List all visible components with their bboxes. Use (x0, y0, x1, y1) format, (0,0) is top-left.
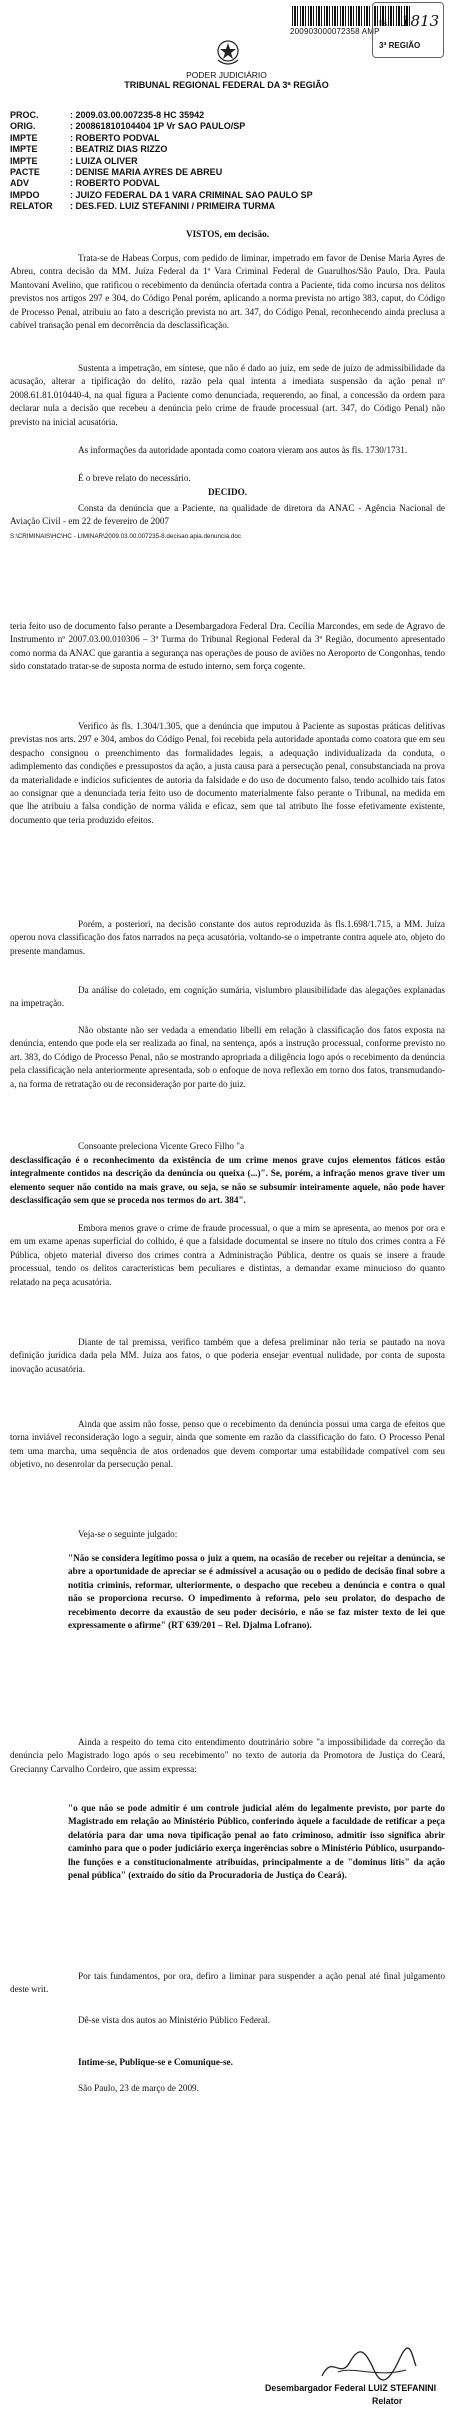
paragraph: Da análise do coletado, em cognição sumária, vislumbro plausibilidade das alegações explanadas na impetração. (10, 985, 445, 1009)
header-judiciary: PODER JUDICIÁRIO (186, 70, 267, 80)
quote-doctrine: "o que não se pode admitir é um controle judicial além do legalmente previsto, por parte do Magistrado em relação ao Ministério Público, conferindo àquele a faculdade de retificar a peça delatória para dar uma nova tipificação penal ao fato criminoso, admitir isso significa abrir caminho para que o poder judiciário exerça ingerências sobre o Ministério Público, usurpando-lhe funções e a constitucionalmente atribuídas, principalmente a de "dominus litis" da ação penal pública" (extraído do sítio da Procuradoria de Justiça do Ceará). (68, 1803, 445, 1881)
paragraph: Sustenta a impetração, em síntese, que não é dado ao juiz, em sede de juízo de admissibilidade da acusação, alterar a tipificação do delito, razão pela qual intenta a imediata suspensão da ação penal nº 2008.61.81.010440-4, na qual figura a Paciente como denunciada, requerendo, ao final, a concessão da ordem para declarar nula a decisão que recebeu a denúncia pelo crime de fraude processual (art. 347, do Código Penal) não previsto na inicial acusatória. (10, 363, 445, 427)
paragraph: Por tais fundamentos, por ora, defiro a liminar para suspender a ação penal até final julgamento deste writ. (10, 1971, 445, 1995)
meta-row: ORIG. : 200861810104404 1P Vr SAO PAULO/SP (10, 121, 246, 132)
paragraph: É o breve relato do necessário. (78, 473, 191, 483)
decision-title: VISTOS, em decisão. (185, 229, 270, 239)
quote-jurisprudence: "Não se considera legítimo possa o juiz a quem, na ocasião de receber ou rejeitar a denúncia, se abre a oportunidade de apreciar se é admissível a acusação ou o pedido de decisão final sobre a notitia criminis, reformar, ulteriormente, o despacho que recebeu a denúncia e contra o qual não se proporciona recurso. O impedimento à reforma, pelo seu prolator, do despacho de recebimento decorre da exaustão de seu poder decisório, e não se faz mister texto de lei que expressamente o afirme" (RT 639/201 – Rel. Djalma Lofrano). (68, 1553, 445, 1631)
paragraph: Consoante preleciona Vicente Greco Filho "a (78, 1141, 245, 1151)
signatory-name: Desembargador Federal LUIZ STEFANINI (265, 2383, 437, 2393)
meta-row: IMPDO : JUIZO FEDERAL DA 1 VARA CRIMINAL SAO PAULO SP (10, 189, 313, 200)
closing-instruction: Intime-se, Publique-se e Comunique-se. (78, 2057, 233, 2067)
paragraph: As informações da autoridade apontada como coatora vieram aos autos às fls. 1730/1731. (78, 445, 408, 455)
case-metadata (10, 110, 450, 213)
region-label: 3ª REGIÃO (379, 41, 421, 50)
meta-row: RELATOR : DES.FED. LUIZ STEFANINI / PRIMEIRA TURMA (10, 201, 276, 212)
meta-row: IMPTE : BEATRIZ DIAS RIZZO (10, 144, 168, 155)
header-court: TRIBUNAL REGIONAL FEDERAL DA 3ª REGIÃO (124, 80, 329, 90)
paragraph: Consta da denúncia que a Paciente, na qualidade de diretora da ANAC - Agência Nacional de Aviação Civil - em 22 de fevereiro de 2007 (10, 503, 445, 527)
paragraph: Ainda que assim não fosse, penso que o recebimento da denúncia possui uma carga de efeitos que torna inviável reconsideração logo a seguir, ainda que somente em razão da classificação do fato. O Processo Penal tem uma marcha, uma sequência de atos ordenados que devem comportar uma estabilidade compatível com seu objetivo, no desenrolar da persecução penal. (10, 1419, 445, 1470)
paragraph: Ainda a respeito do tema cito entendimento doutrinário sobre "a impossibilidade da correção da denúncia pelo Magistrado logo após o seu recebimento" no texto de autoria da Promotora de Justiça do Ceará, Grecianny Carvalho Cordeiro, que assim expressa: (10, 1737, 445, 1774)
handwritten-signature (318, 2346, 418, 2384)
quote-greco-filho: desclassificação é o reconhecimento da existência de um crime menos grave cujos elementos fáticos estão integralmente contidos na descrição da denúncia ou queixa (...)". Se, porém, a infração menos grave tiver um elemento sequer não contido na mais grave, ou seja, se não se subsumir inteiramente aquele, não pode haver desclassificação sem que se proceda nos termos do art. 384". (10, 1155, 445, 1206)
paragraph: teria feito uso de documento falso perante a Desembargadora Federal Dra. Cecília Marcondes, em sede de Agravo de Instrumento nº 2007.03.00.010306 – 3ª Turma do Tribunal Regional Federal da 3ª Região, documento apresentado como norma da ANAC que garantia a segurança nas operações de pouso de aviões no Aeroporto de Congonhas, tendo sido constatado tratar-se de suposta norma de estudo interno, sem força cogente. (10, 621, 445, 672)
meta-row: PACTE : DENISE MARIA AYRES DE ABREU (10, 166, 223, 177)
fls-label: fls. (379, 19, 390, 28)
paragraph: Dê-se vista dos autos ao Ministério Público Federal. (78, 2015, 270, 2025)
decido-heading: DECIDO. (207, 487, 248, 497)
paragraph: Verifico às fls. 1.304/1.305, que a denúncia que imputou à Paciente as supostas práticas delitivas previstas nos arts. 297 e 304, ambos do Código Penal, foi recebida pela autoridade apontada como coatora que em seu despacho consignou o preenchimento das formalidades legais, a adequação individualizada da conduta, o adimplemento das condições e pressupostos da ação, a justa causa para a persecução penal, consubstanciada na prova da materialidade e indícios suficientes de autoria da falsidade e do uso de documento falso, tendo acolhido tais fatos ao consignar que a denunciada teria feito uso de documento materialmente falso perante o Tribunal, na medida em que lhe atribuiu a falsa condição de norma válida e eficaz, sem que tal atributo lhe fosse efetivamente existente, documento que teria produzido efeitos. (10, 721, 445, 825)
date-place: São Paulo, 23 de março de 2009. (78, 2083, 199, 2093)
paragraph: Porém, a posteriori, na decisão constante dos autos reproduzida às fls.1.698/1.715, a MM. Juíza operou nova classificação dos fatos narrados na peça acusatória, voltando-se o impetrante contra aquele ato, objeto do presente mandamus. (10, 919, 445, 956)
page-number: 1813 (401, 12, 440, 30)
paragraph: Trata-se de Habeas Corpus, com pedido de liminar, impetrado em favor de Denise Maria Ayres de Abreu, contra decisão da MM. Juíza Federal da 1ª Vara Criminal Federal de Guarulhos/São Paulo, Dra. Paula Mantovani Avelino, que ratificou o recebimento da denúncia ofertada contra a Paciente, tida como incursa nos delitos previstos nos artigos 297 e 304, do Código Penal porém, aplicando a norma prevista no artigo 383, caput, do Código de Processo Penal, atribuiu ao fato a descrição prevista no art. 347, do Código Penal, reconhecendo ainda preclusa a cabível transação penal em decorrência da desclassificação. (10, 253, 445, 331)
paragraph: Diante de tal premissa, verifico também que a defesa preliminar não teria se pautado na nova definição jurídica dada pela MM. Juíza aos fatos, o que poderia ensejar eventual nulidade, por conta de suposta inovação acusatória. (10, 1337, 445, 1374)
paragraph: Embora menos grave o crime de fraude processual, o que a mim se apresenta, ao menos por ora e em um exame apenas superficial do colhido, é que a falsidade documental se insere no título dos crimes contra a Fé Pública, objeto material diverso dos crimes contra a Administração Pública, dentre os quais se insere a fraude processual, tendo os delitos características bem peculiares e distintas, a demandar exame minucioso do quanto relatado na peça acusatória. (10, 1223, 445, 1287)
page-number-stamp (372, 2, 444, 58)
coat-of-arms-icon (214, 38, 242, 68)
meta-row: IMPTE : ROBERTO PODVAL (10, 132, 160, 143)
signatory-role: Relator (372, 2396, 403, 2406)
barcode-number: 200903000072358 AMP (290, 27, 380, 36)
file-path-footer: S:\CRIMINAIS\HC\HC - LIMINAR\2009.03.00.007235-8.decisao.apia.denuncia.doc (10, 533, 242, 540)
meta-row: ADV : ROBERTO PODVAL (10, 178, 160, 189)
paragraph: Veja-se o seguinte julgado: (78, 1529, 178, 1539)
meta-row: IMPTE : LUIZA OLIVER (10, 155, 138, 166)
paragraph: Não obstante não ser vedada a emendatio libelli em relação à classificação dos fatos exposta na denúncia, entendo que pode ela ser realizada ao final, na sentença, após a instrução processual, conforme previsto no art. 383, do Código de Processo Penal, não se mostrando apropriada a diligência logo após o recebimento da denúncia pela classificação nela anteriormente apresentada, sob o enfoque de nova reflexão em torno dos fatos, transmudando-a, na forma de retratação ou de reconsideração por parte do juiz. (10, 1025, 445, 1089)
meta-row: PROC. : 2009.03.00.007235-8 HC 35942 (10, 110, 205, 120)
